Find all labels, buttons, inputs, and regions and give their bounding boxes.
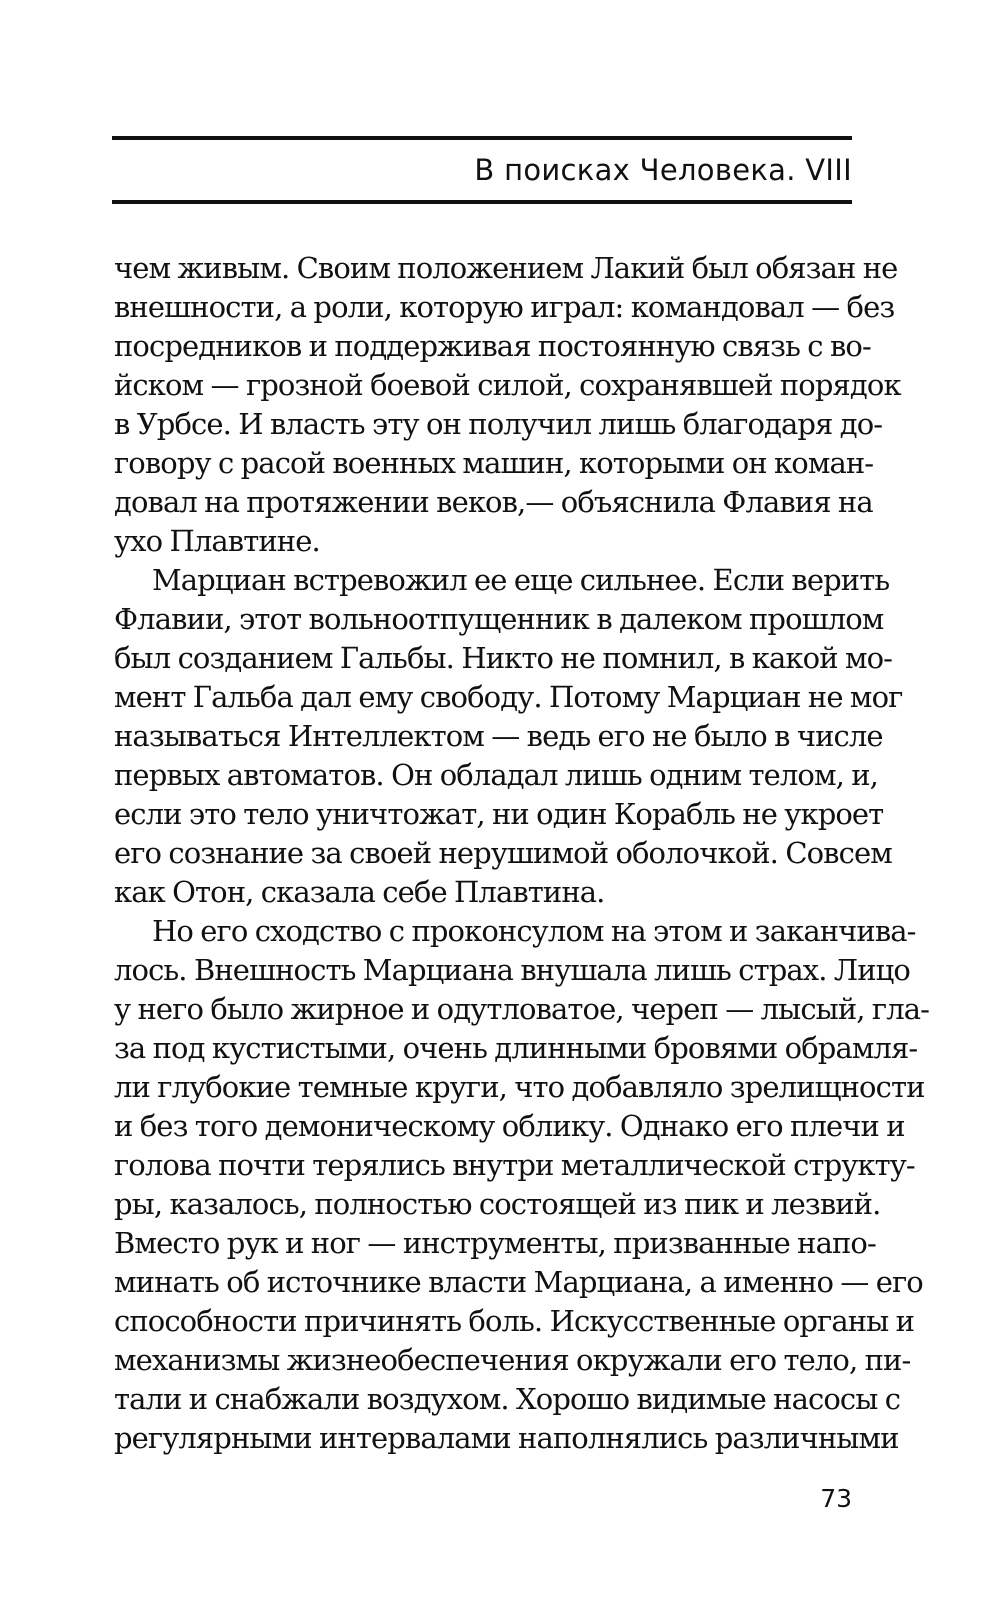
header-rule-top: [112, 136, 852, 140]
text-line: мент Гальба дал ему свободу. Потому Марциан не мог: [114, 680, 903, 714]
text-line: Марциан встревожил ее еще сильнее. Если верить: [152, 563, 890, 597]
text-line: в Урбсе. И власть эту он получил лишь благодаря до-: [114, 407, 883, 441]
text-line: первых автоматов. Он обладал лишь одним телом, и,: [114, 758, 879, 792]
text-line: регулярными интервалами наполнялись различными: [114, 1421, 899, 1455]
text-line: был созданием Гальбы. Никто не помнил, в какой мо-: [114, 641, 893, 675]
text-line: Но его сходство с проконсулом на этом и заканчива-: [152, 914, 916, 948]
text-line: йском — грозной боевой силой, сохранявшей порядок: [114, 368, 901, 402]
text-line: механизмы жизнеобеспечения окружали его тело, пи-: [114, 1343, 911, 1377]
text-line: у него было жирное и одутловатое, череп — лысый, гла-: [114, 992, 930, 1026]
paragraph: [114, 912, 930, 1458]
paragraph: [114, 561, 903, 912]
text-line: лось. Внешность Марциана внушала лишь страх. Лицо: [114, 953, 910, 987]
text-line: говору с расой военных машин, которыми он коман-: [114, 446, 874, 480]
page-number: 73: [820, 1484, 852, 1513]
text-line: ухо Плавтине.: [114, 524, 320, 558]
text-line: Флавии, этот вольноотпущенник в далеком прошлом: [114, 602, 884, 636]
running-head: В поисках Человека. VIII: [474, 153, 852, 187]
text-line: называться Интеллектом — ведь его не было в числе: [114, 719, 883, 753]
text-line: ли глубокие темные круги, что добавляло зрелищности: [114, 1070, 925, 1104]
text-line: голова почти терялись внутри металлической структу-: [114, 1148, 915, 1182]
text-line: довал на протяжении веков,— объяснила Флавия на: [114, 485, 873, 519]
text-line: если это тело уничтожат, ни один Корабль не укроет: [114, 797, 884, 831]
text-line: ры, казалось, полностью состоящей из пик и лезвий.: [114, 1187, 881, 1221]
text-line: его сознание за своей нерушимой оболочкой. Совсем: [114, 836, 892, 870]
body-text: [114, 249, 930, 1458]
text-line: тали и снабжали воздухом. Хорошо видимые насосы с: [114, 1382, 901, 1416]
text-line: минать об источнике власти Марциана, а именно — его: [114, 1265, 923, 1299]
header-rule-bottom: [112, 200, 852, 204]
text-line: за под кустистыми, очень длинными бровями обрамля-: [114, 1031, 918, 1065]
text-line: и без того демоническому облику. Однако его плечи и: [114, 1109, 905, 1143]
text-line: способности причинять боль. Искусственные органы и: [114, 1304, 915, 1338]
text-line: внешности, а роли, которую играл: командовал — без: [114, 290, 895, 324]
text-line: как Отон, сказала себе Плавтина.: [114, 875, 605, 909]
text-line: посредников и поддерживая постоянную связь с во-: [114, 329, 871, 363]
text-line: Вместо рук и ног — инструменты, призванные напо-: [114, 1226, 876, 1260]
text-line: чем живым. Своим положением Лакий был обязан не: [114, 251, 898, 285]
paragraph: [114, 249, 901, 561]
